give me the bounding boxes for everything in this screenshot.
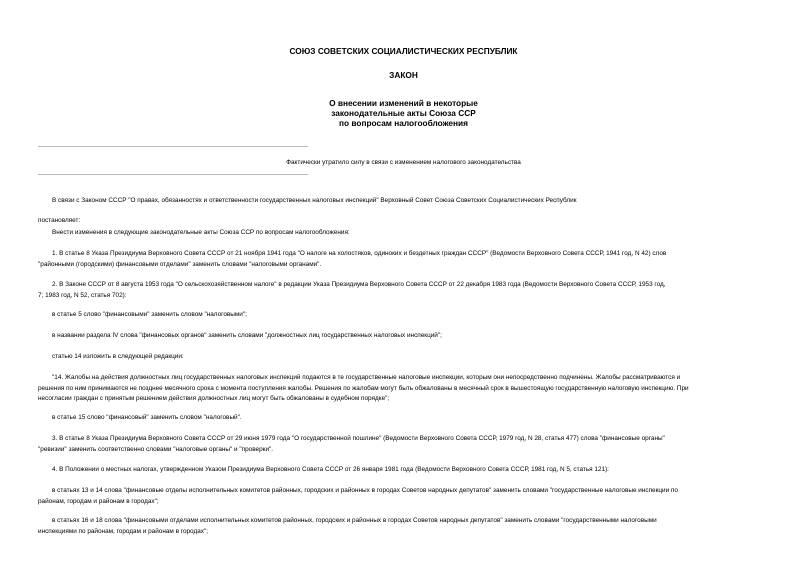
lead-paragraph: Внести изменения в следующие законодательные акты Союза ССР по вопросам налогообложения: (52, 229, 350, 236)
item-4-clause-b (38, 516, 770, 537)
doc-type-heading: ЗАКОН (389, 70, 418, 80)
document-title (0, 98, 807, 128)
title-line: по вопросам налогообложения (339, 118, 468, 128)
item-2-quoted-text (38, 373, 770, 405)
item-4b-line: в статьях 16 и 18 слова "финансовыми отделами исполнительных комитетов районных, городских и районных в городах Советов народных депутатов" заменить словами "государственными налоговыми (52, 517, 657, 524)
item-1-line: 1. В статье 8 Указа Президиума Верховного Совета СССР от 21 ноября 1941 года "О налоге на холостяков, одиноких и бездетных граждан СССР" (Ведомости Верховного Совета СССР, 1941 год, N 42) слов (52, 250, 667, 257)
quoted-line: решения по ним принимаются не позднее месячного срока с момента поступления жалобы. Решения по жалобам могут быть обжалованы в месячный срок в вышестоящую государственную налоговую инспекцию. При (38, 384, 689, 392)
quoted-line: несогласии граждан с принятым решением действия должностных лиц могут быть обжалованы в судебном порядке"; (38, 395, 390, 402)
divider-top (38, 146, 308, 147)
item-1 (38, 249, 770, 270)
item-2-clause-a: в статье 5 слово "финансовыми" заменить словом "налоговыми"; (52, 311, 247, 318)
item-2 (38, 280, 770, 301)
item-3-line: "ревизии" заменить соответственно словами "налоговые органы" и "проверки". (38, 445, 274, 453)
item-4: 4. В Положении о местных налогах, утвержденном Указом Президиума Верховного Совета СССР от 26 января 1981 года (Ведомости Верховного Совета СССР, 1981 год, N 5, статья 121): (52, 466, 609, 473)
item-3 (38, 434, 770, 455)
item-4b-line: инспекциями по районам, городам и районам в городах"; (38, 527, 208, 535)
item-1-line: "районными (городскими) финансовыми отделами" заменить словами "налоговыми органами". (38, 260, 322, 268)
title-line: законодательные акты Союза ССР (331, 108, 476, 118)
item-2-clause-c: статью 14 изложить в следующей редакции: (52, 353, 184, 360)
title-line: О внесении изменений в некоторые (329, 98, 478, 108)
union-heading: СОЮЗ СОВЕТСКИХ СОЦИАЛИСТИЧЕСКИХ РЕСПУБЛИК (289, 46, 518, 56)
item-4a-line: районам, городам и районам в городах"; (38, 497, 159, 505)
intro-paragraph: В связи с Законом СССР "О правах, обязанностях и ответственности государственных налоговых инспекций" Верховный Совет Союза Советских Социалистических Республик (52, 197, 577, 204)
resolves-text: постановляет: (38, 217, 81, 224)
item-3-line: 3. В статье 8 Указа Президиума Верховного Совета СССР от 29 июня 1979 года "О государственной пошлине" (Ведомости Верховного Совета СССР, 1979 год, N 28, статья 477) слова "финансовые органы" (52, 435, 665, 442)
status-note: Фактически утратило силу в связи с изменением налогового законодательства (286, 159, 521, 166)
item-2-clause-d: в статье 15 слово "финансовый" заменить словом "налоговый". (52, 414, 242, 421)
divider-bottom (38, 174, 308, 175)
item-2-clause-b: в названии раздела IV слова "финансовых органов" заменить словами "должностных лиц государственных налоговых инспекций"; (52, 332, 442, 339)
item-2-line: 7; 1983 год, N 52, статья 702): (38, 291, 127, 299)
quoted-line: "14. Жалобы на действия должностных лиц государственных налоговых инспекций подаются в те государственные налоговые инспекции, которым они непосредственно подчинены. Жалобы рассматриваются и (52, 374, 681, 381)
item-2-line: 2. В Законе СССР от 8 августа 1953 года "О сельскохозяйственном налоге" в редакции Указа Президиума Верховного Совета СССР от 22 декабря 1983 года (Ведомости Верховного Совета СССР, 1953 год, (52, 281, 666, 288)
item-4a-line: в статьях 13 и 14 слова "финансовые отделы исполнительных комитетов районных, городских и районных в городах Советов народных депутатов" заменить словами "государственные налоговые инспекции по (52, 487, 678, 494)
item-4-clause-a (38, 486, 770, 507)
